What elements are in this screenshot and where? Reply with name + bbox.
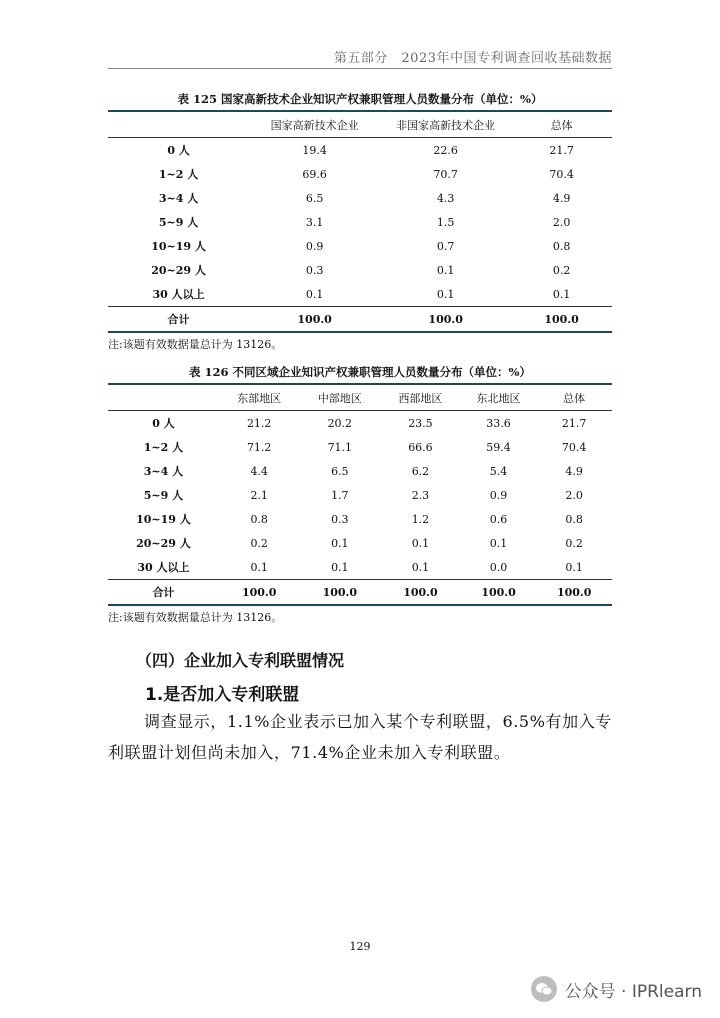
row-label: 3~4 人 bbox=[158, 192, 199, 205]
column-header: 西部地区 bbox=[398, 391, 443, 405]
table-125-caption: 表 125 国家高新技术企业知识产权兼职管理人员数量分布（单位：%） bbox=[177, 92, 543, 106]
total-cell: 100.0 bbox=[297, 312, 332, 326]
table-cell: 71.1 bbox=[327, 440, 353, 454]
table-row bbox=[108, 210, 612, 234]
running-header: 第五部分 2023年中国专利调查回收基础数据 bbox=[333, 51, 612, 66]
total-label: 合计 bbox=[167, 313, 190, 326]
table-row bbox=[108, 234, 612, 258]
table-cell: 69.6 bbox=[302, 167, 327, 181]
table-cell: 0.3 bbox=[331, 512, 349, 526]
table-cell: 70.4 bbox=[561, 440, 587, 454]
table-cell: 21.2 bbox=[246, 416, 272, 430]
table-cell: 70.7 bbox=[433, 167, 458, 181]
table-cell: 0.1 bbox=[331, 560, 349, 574]
table-cell: 71.2 bbox=[246, 440, 272, 454]
subsection-heading: 1.是否加入专利联盟 bbox=[145, 685, 300, 705]
total-cell: 100.0 bbox=[322, 585, 358, 599]
table-cell: 6.2 bbox=[411, 464, 430, 478]
table-cell: 0.9 bbox=[489, 488, 508, 502]
section-heading: （四）企业加入专利联盟情况 bbox=[136, 651, 345, 670]
table-header-row bbox=[108, 111, 612, 138]
table-cell: 0.1 bbox=[250, 560, 268, 574]
table-row bbox=[108, 531, 612, 555]
column-header: 总体 bbox=[550, 118, 573, 132]
column-header: 总体 bbox=[563, 391, 586, 405]
total-cell: 100.0 bbox=[481, 585, 516, 599]
header-cell-empty bbox=[108, 111, 249, 138]
row-label: 30 人以上 bbox=[152, 288, 205, 301]
column-header: 国家高新技术企业 bbox=[270, 118, 359, 132]
table-cell: 22.6 bbox=[433, 143, 458, 157]
table-126 bbox=[108, 383, 612, 606]
total-cell: 100.0 bbox=[544, 312, 579, 326]
watermark bbox=[531, 976, 702, 1002]
table-cell: 4.9 bbox=[565, 464, 583, 478]
row-label: 5~9 人 bbox=[158, 216, 199, 229]
table-cell: 0.6 bbox=[489, 512, 508, 526]
table-cell: 0.2 bbox=[565, 536, 583, 550]
total-cell: 100.0 bbox=[403, 585, 438, 599]
table-cell: 33.6 bbox=[486, 416, 511, 430]
table-cell: 0.1 bbox=[411, 536, 430, 550]
table-cell: 2.0 bbox=[552, 215, 571, 229]
column-header: 非国家高新技术企业 bbox=[396, 118, 496, 132]
row-label: 3~4 人 bbox=[143, 465, 184, 478]
row-label: 1~2 人 bbox=[143, 441, 184, 454]
table-row bbox=[108, 138, 612, 163]
table-126-note: 注:该题有效数据量总计为 13126。 bbox=[108, 611, 283, 624]
table-cell: 1.7 bbox=[331, 488, 349, 502]
row-label: 1~2 人 bbox=[158, 168, 199, 181]
table-cell: 0.1 bbox=[331, 536, 349, 550]
table-125-note: 注:该题有效数据量总计为 13126。 bbox=[108, 338, 283, 351]
row-label: 10~19 人 bbox=[136, 513, 191, 526]
wechat-icon bbox=[531, 976, 557, 1002]
header-cell-empty bbox=[108, 384, 219, 411]
row-label: 20~29 人 bbox=[151, 264, 206, 277]
body-paragraph: 调查显示，1.1%企业表示已加入某个专利联盟，6.5%有加入专利联盟计划但尚未加入，71.4%企业未加入专利联盟。 bbox=[108, 712, 612, 762]
table-126-caption: 表 126 不同区域企业知识产权兼职管理人员数量分布（单位：%） bbox=[189, 365, 531, 379]
table-cell: 0.7 bbox=[436, 239, 455, 253]
row-label: 0 人 bbox=[167, 144, 190, 157]
table-row bbox=[108, 258, 612, 282]
table-cell: 0.1 bbox=[436, 287, 455, 301]
row-label: 30 人以上 bbox=[137, 561, 190, 574]
table-cell: 4.3 bbox=[436, 191, 455, 205]
table-cell: 0.8 bbox=[250, 512, 268, 526]
page-number: 129 bbox=[349, 940, 371, 953]
table-row bbox=[108, 459, 612, 483]
table-cell: 0.1 bbox=[489, 536, 508, 550]
table-cell: 0.1 bbox=[411, 560, 430, 574]
table-cell: 2.1 bbox=[250, 488, 268, 502]
table-cell: 0.2 bbox=[250, 536, 268, 550]
watermark-text: 公众号 · IPRlearn bbox=[564, 981, 702, 1002]
row-label: 0 人 bbox=[152, 417, 175, 430]
row-label: 20~29 人 bbox=[136, 537, 191, 550]
table-row bbox=[108, 435, 612, 459]
table-cell: 0.1 bbox=[565, 560, 583, 574]
table-row bbox=[108, 162, 612, 186]
table-cell: 21.7 bbox=[549, 143, 574, 157]
table-cell: 1.2 bbox=[411, 512, 430, 526]
table-cell: 19.4 bbox=[302, 143, 327, 157]
table-row bbox=[108, 483, 612, 507]
table-cell: 1.5 bbox=[436, 215, 455, 229]
table-row bbox=[108, 507, 612, 531]
table-cell: 0.8 bbox=[552, 239, 571, 253]
table-cell: 4.9 bbox=[552, 191, 571, 205]
table-cell: 70.4 bbox=[549, 167, 574, 181]
total-row bbox=[108, 580, 612, 606]
table-cell: 21.7 bbox=[561, 416, 587, 430]
table-row bbox=[108, 282, 612, 307]
table-cell: 59.4 bbox=[486, 440, 511, 454]
table-cell: 0.1 bbox=[305, 287, 324, 301]
total-cell: 100.0 bbox=[428, 312, 463, 326]
row-label: 5~9 人 bbox=[143, 489, 184, 502]
table-cell: 23.5 bbox=[408, 416, 433, 430]
table-header-row bbox=[108, 384, 612, 411]
table-cell: 6.5 bbox=[305, 191, 324, 205]
table-cell: 20.2 bbox=[327, 416, 353, 430]
table-cell: 3.1 bbox=[305, 215, 324, 229]
total-cell: 100.0 bbox=[556, 585, 592, 599]
table-cell: 66.6 bbox=[408, 440, 433, 454]
table-cell: 0.0 bbox=[489, 560, 508, 574]
total-cell: 100.0 bbox=[241, 585, 277, 599]
table-125 bbox=[108, 110, 612, 333]
table-row bbox=[108, 555, 612, 580]
table-cell: 6.5 bbox=[331, 464, 349, 478]
row-label: 10~19 人 bbox=[151, 240, 206, 253]
table-cell: 0.9 bbox=[305, 239, 324, 253]
table-row bbox=[108, 186, 612, 210]
table-cell: 0.2 bbox=[552, 263, 571, 277]
table-cell: 2.0 bbox=[565, 488, 583, 502]
header-rule bbox=[108, 68, 612, 69]
table-cell: 5.4 bbox=[489, 464, 508, 478]
total-row bbox=[108, 307, 612, 333]
column-header: 东部地区 bbox=[237, 391, 282, 405]
table-cell: 2.3 bbox=[411, 488, 430, 502]
table-cell: 0.8 bbox=[565, 512, 583, 526]
total-label: 合计 bbox=[152, 586, 175, 599]
table-cell: 0.1 bbox=[552, 287, 571, 301]
table-cell: 4.4 bbox=[250, 464, 268, 478]
table-cell: 0.3 bbox=[305, 263, 324, 277]
table-cell: 0.1 bbox=[436, 263, 455, 277]
table-row bbox=[108, 411, 612, 436]
column-header: 中部地区 bbox=[317, 391, 362, 405]
column-header: 东北地区 bbox=[476, 391, 521, 405]
